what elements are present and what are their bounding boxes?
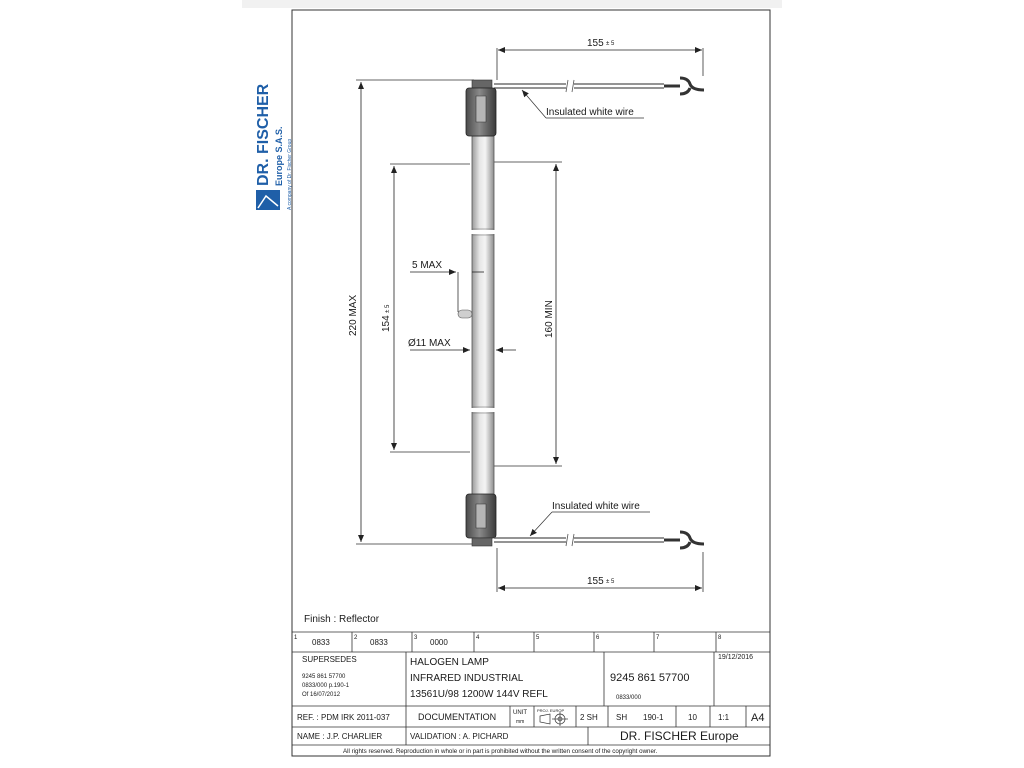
revision-row — [292, 632, 770, 652]
rev-val-3: 0000 — [430, 638, 448, 647]
drawing-border — [292, 10, 770, 756]
dim-bottom-wire-value: 155 — [587, 576, 604, 587]
rev-num-3: 3 — [414, 635, 418, 641]
rev-num-2: 2 — [354, 635, 358, 641]
company-logo — [255, 83, 293, 210]
title-line-3: 13561U/98 1200W 144V REFL — [410, 689, 548, 700]
scale: 1:1 — [718, 713, 730, 722]
title-line-2: INFRARED INDUSTRIAL — [410, 673, 524, 684]
rev-val-2: 0833 — [370, 638, 388, 647]
dimension-top-wire — [497, 38, 703, 80]
paper-format: A4 — [751, 712, 765, 724]
dimension-overall — [348, 80, 474, 544]
callout-top-label: Insulated white wire — [546, 107, 634, 118]
callout-bottom-label: Insulated white wire — [552, 501, 640, 512]
title-line-1: HALOGEN LAMP — [410, 657, 489, 668]
halogen-lamp — [458, 80, 500, 546]
drawing-date: 19/12/2016 — [718, 654, 754, 661]
dimension-diameter — [408, 338, 516, 350]
center-pin — [458, 310, 472, 318]
supersedes-label: SUPERSEDES — [302, 655, 357, 664]
dimension-inner — [381, 164, 470, 452]
supersedes-line-3: Of 16/07/2012 — [302, 692, 341, 698]
part-sub: 0833/000 — [616, 695, 642, 701]
dim-inner-tol: ± 5 — [385, 304, 391, 313]
dim-bottom-wire-tol: ± 5 — [606, 579, 615, 585]
callout-top — [522, 90, 644, 118]
logo-tagline: A company of Dr. Fischer Group — [287, 138, 293, 210]
supersedes-line-2: 0833/000 p.190-1 — [302, 683, 350, 689]
dim-top-wire-tol: ± 5 — [606, 41, 615, 47]
validation: VALIDATION : A. PICHARD — [410, 732, 509, 741]
top-wire — [494, 78, 704, 94]
rev-num-5: 5 — [536, 635, 540, 641]
documentation-label: DOCUMENTATION — [418, 712, 497, 722]
dimension-bottom-wire — [497, 548, 703, 592]
reference: REF. : PDM IRK 2011-037 — [297, 713, 390, 722]
rev-num-1: 1 — [294, 635, 298, 641]
author-name: NAME : J.P. CHARLIER — [297, 732, 383, 741]
copyright-notice: All rights reserved. Reproduction in whole or in part is prohibited without the written consent of the copyright owner. — [343, 748, 658, 755]
logo-sub: Europe S.A.S. — [274, 126, 284, 186]
logo-mark — [256, 190, 280, 210]
dimension-filament — [484, 162, 562, 466]
rev-num-6: 6 — [596, 635, 600, 641]
bottom-wire — [494, 532, 704, 548]
quartz-tube — [472, 136, 494, 508]
dim-pin-value: 5 MAX — [412, 260, 443, 271]
fork-terminal-top — [680, 78, 704, 94]
projection-symbol-icon — [540, 712, 568, 726]
unit-label: UNIT — [513, 710, 527, 716]
supersedes-line-1: 9245 861 57700 — [302, 674, 346, 680]
sheet-count: 2 SH — [580, 713, 598, 722]
part-number: 9245 861 57700 — [610, 672, 690, 684]
company-name: DR. FISCHER Europe — [620, 729, 739, 743]
fork-terminal-bottom — [680, 532, 704, 548]
sh-num: 10 — [688, 713, 697, 722]
unit-value: mm — [516, 719, 525, 725]
rev-val-1: 0833 — [312, 638, 330, 647]
dim-inner-value: 154 — [381, 315, 392, 332]
dim-diameter-value: Ø11 MAX — [408, 338, 451, 349]
dim-overall-value: 220 MAX — [348, 294, 359, 336]
dim-filament-value: 160 MIN — [544, 300, 555, 338]
finish-label: Finish : Reflector — [304, 614, 380, 625]
rev-num-8: 8 — [718, 635, 722, 641]
rev-num-7: 7 — [656, 635, 660, 641]
rev-num-4: 4 — [476, 635, 480, 641]
logo-brand: DR. FISCHER — [255, 83, 272, 186]
dim-top-wire-value: 155 — [587, 38, 604, 49]
projection-label: PROJ. EUROP — [537, 708, 565, 713]
callout-bottom — [530, 501, 650, 536]
sh-label: SH — [616, 713, 628, 722]
sh-value: 190-1 — [643, 713, 664, 722]
